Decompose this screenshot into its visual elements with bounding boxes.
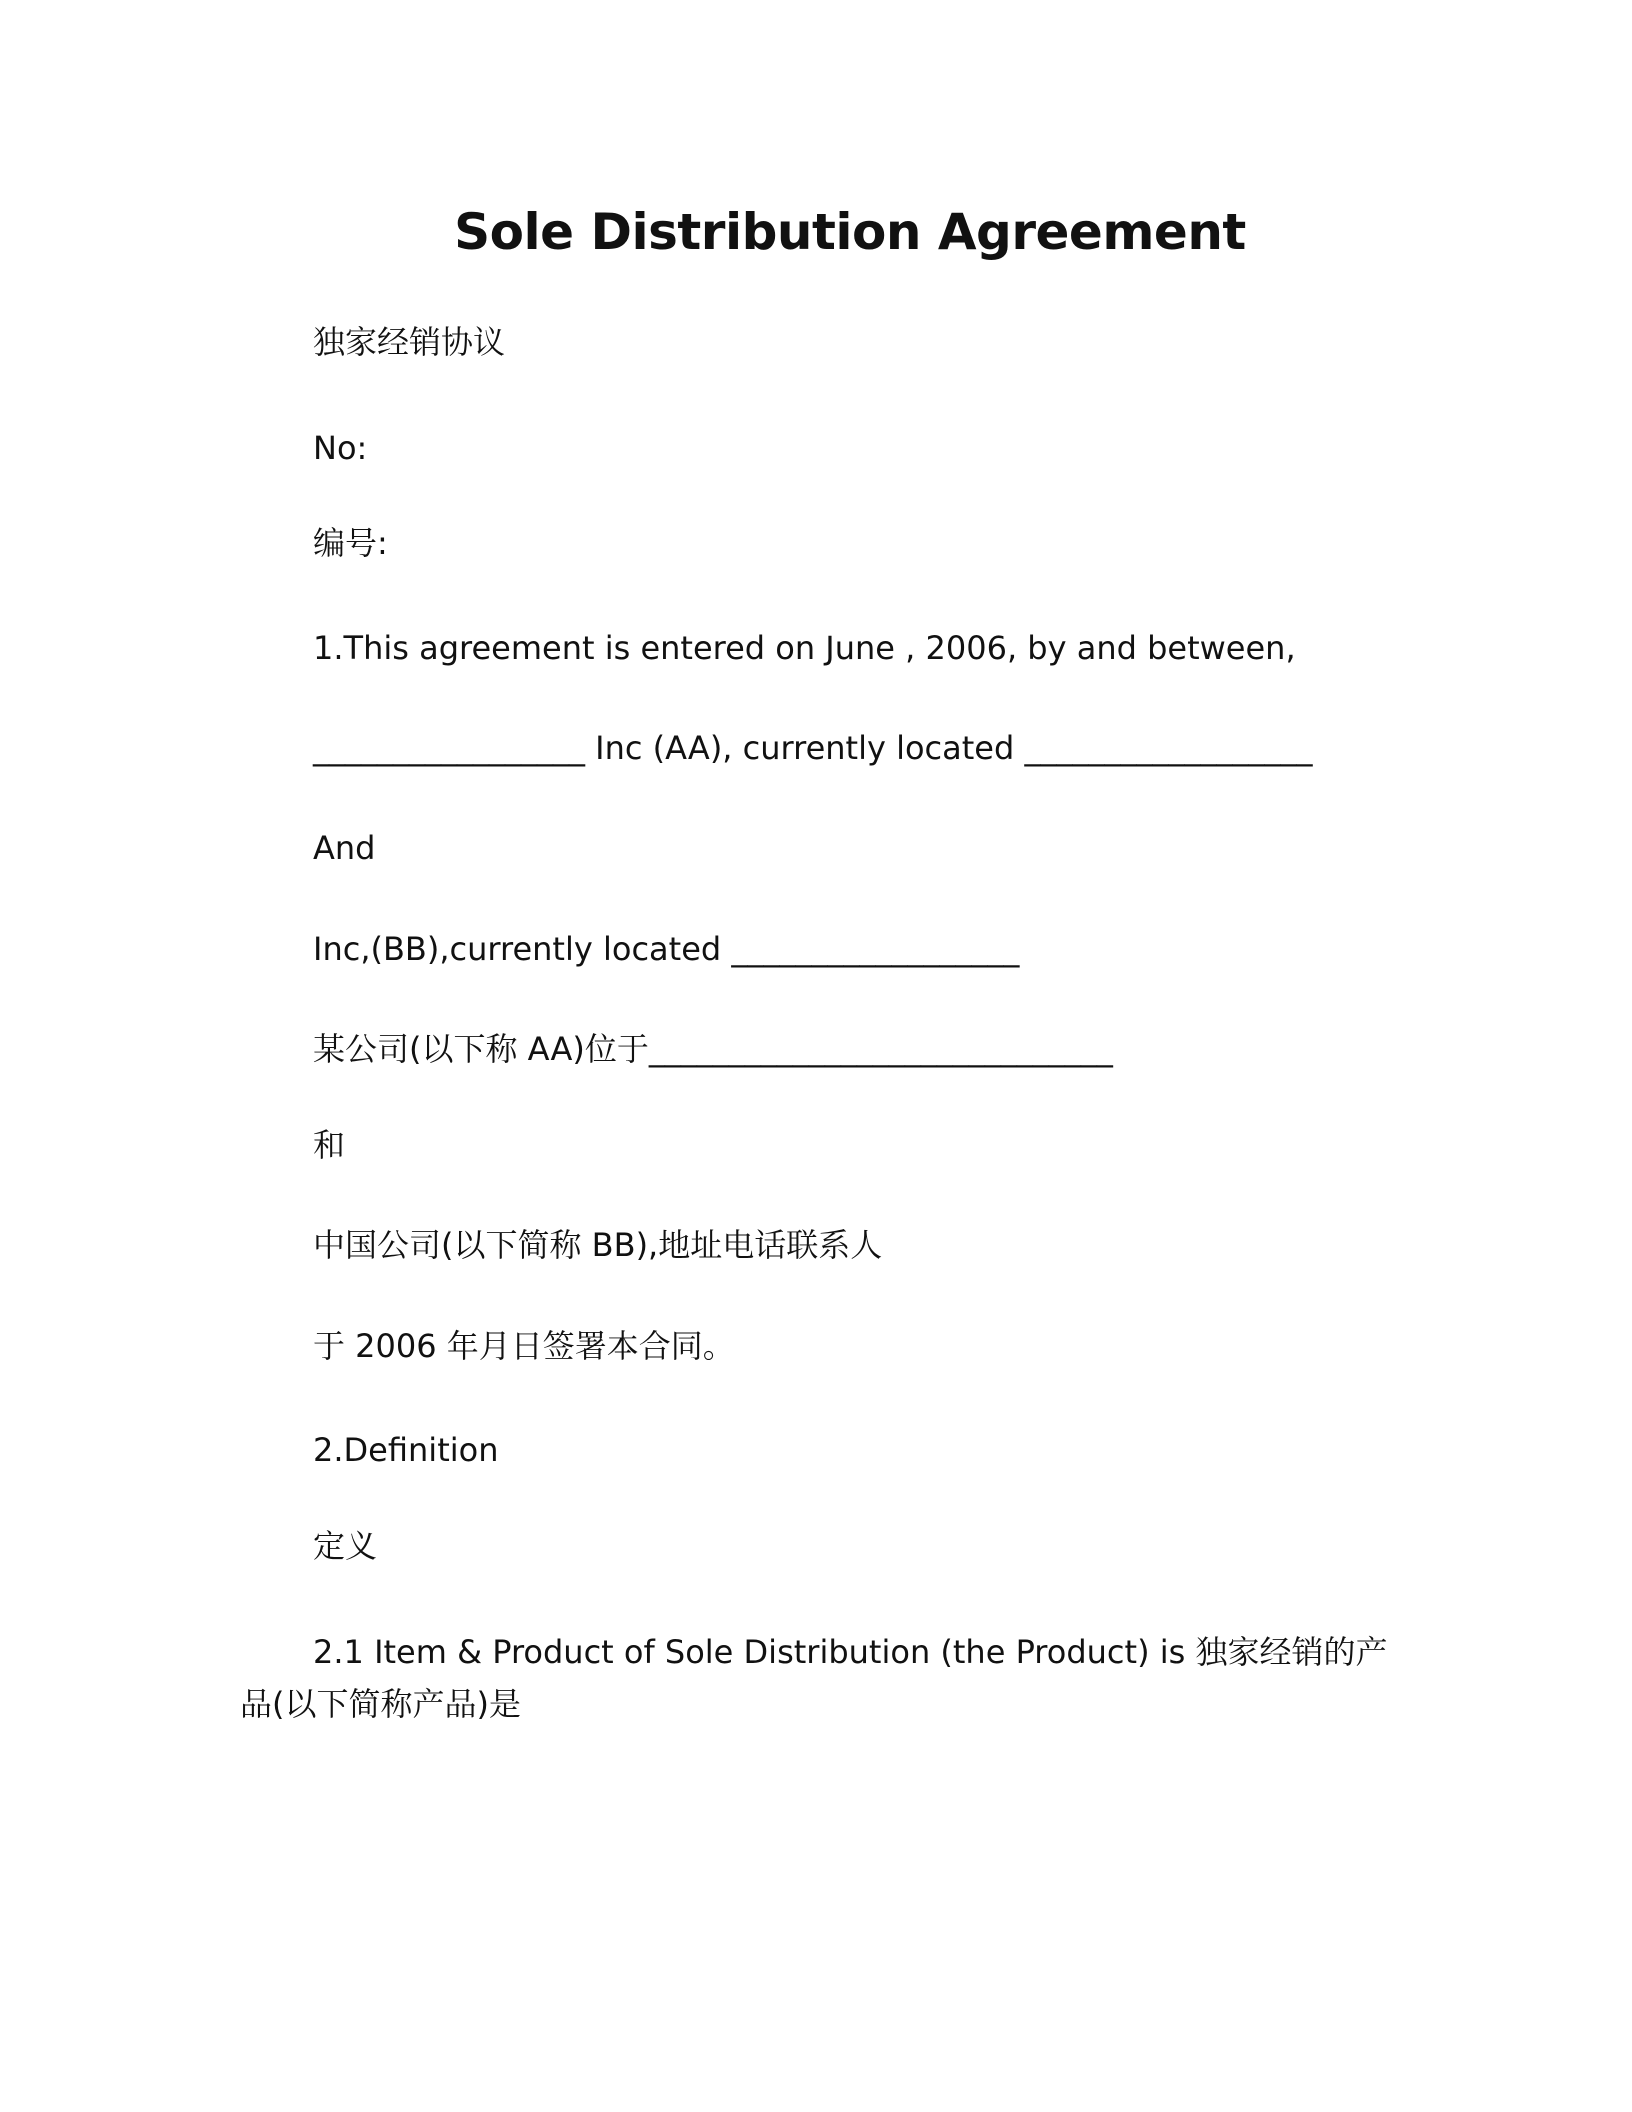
clause-2-1-paragraph: 2.1 Item & Product of Sole Distribution (the Product) is 独家经销的产品(以下简称产品)是 <box>240 1633 1388 1723</box>
party-aa-line: _________________ Inc (AA), currently located __________________ <box>313 729 1313 767</box>
number-label: No: <box>313 429 368 467</box>
party-bb-chinese: 中国公司(以下简称 BB),地址电话联系人 <box>313 1226 883 1264</box>
document-title: Sole Distribution Agreement <box>454 203 1246 261</box>
section-2-heading-chinese: 定义 <box>313 1527 378 1565</box>
party-aa-chinese: 某公司(以下称 AA)位于_____________________________ <box>313 1030 1113 1068</box>
number-label-chinese: 编号: <box>313 524 388 562</box>
chinese-title: 独家经销协议 <box>313 323 506 361</box>
party-bb-line: Inc,(BB),currently located __________________ <box>313 930 1020 968</box>
and-conjunction: And <box>313 829 376 867</box>
signing-date-chinese: 于 2006 年月日签署本合同。 <box>313 1327 735 1365</box>
and-chinese: 和 <box>313 1126 346 1164</box>
clause-1-intro: 1.This agreement is entered on June , 2006, by and between, <box>313 629 1296 667</box>
section-2-heading: 2.Definition <box>313 1431 499 1469</box>
